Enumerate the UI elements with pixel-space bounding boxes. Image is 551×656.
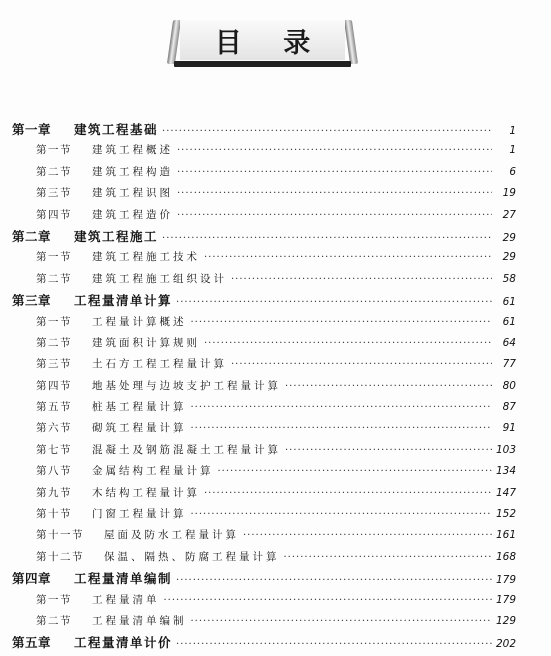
entry-title: 建筑工程基础 bbox=[74, 122, 159, 137]
entry-page-number: 1 bbox=[509, 125, 516, 137]
entry-title: 砌筑工程量计算 bbox=[92, 422, 187, 435]
entry-title: 混凝土及钢筋混凝土工程量计算 bbox=[92, 443, 281, 456]
entry-page-number: 80 bbox=[502, 379, 516, 392]
entry-title: 屋面及防水工程量计算 bbox=[104, 529, 239, 542]
entry-page-number: 179 bbox=[495, 593, 516, 606]
entry-title: 工程量清单计算 bbox=[74, 293, 173, 309]
entry-number: 第十二节 bbox=[36, 550, 84, 563]
leader-dots bbox=[176, 634, 492, 655]
toc-section-entry[interactable] bbox=[12, 525, 516, 546]
toc-chapter-entry[interactable] bbox=[12, 226, 516, 247]
toc-section-entry[interactable] bbox=[12, 247, 516, 268]
entry-title: 建筑工程施工技术 bbox=[92, 251, 200, 264]
entry-page-number: 147 bbox=[495, 486, 516, 499]
leader-dots bbox=[285, 440, 492, 461]
entry-title: 建筑工程造价 bbox=[92, 208, 173, 221]
leader-dots bbox=[177, 205, 492, 226]
entry-title: 建筑工程识图 bbox=[92, 187, 173, 200]
entry-number: 第一章 bbox=[12, 122, 52, 137]
leader-dots bbox=[285, 376, 492, 397]
entry-page-number: 29 bbox=[502, 251, 516, 264]
entry-title: 门窗工程量计算 bbox=[92, 508, 187, 521]
toc-chapter-entry[interactable] bbox=[12, 119, 516, 140]
entry-number: 第一节 bbox=[36, 593, 72, 606]
toc-section-entry[interactable] bbox=[12, 183, 516, 204]
entry-number: 第四章 bbox=[12, 571, 52, 587]
toc-section-entry[interactable] bbox=[12, 312, 516, 333]
entry-title: 建筑工程施工组织设计 bbox=[92, 272, 227, 285]
entry-title: 工程量清单 bbox=[92, 593, 160, 606]
entry-number: 第二节 bbox=[36, 272, 72, 285]
entry-title: 保温、隔热、防腐工程量计算 bbox=[104, 550, 280, 563]
entry-title: 建筑工程概述 bbox=[92, 144, 173, 157]
leader-dots bbox=[191, 418, 493, 439]
leader-dots bbox=[231, 354, 492, 375]
entry-page-number: 61 bbox=[502, 315, 516, 328]
toc-section-entry[interactable] bbox=[12, 269, 516, 290]
entry-page-number: 29 bbox=[502, 231, 516, 244]
leader-dots bbox=[177, 140, 492, 161]
toc-section-entry[interactable] bbox=[12, 418, 516, 439]
entry-number: 第十一节 bbox=[36, 529, 84, 542]
entry-title: 建筑工程构造 bbox=[92, 165, 173, 178]
entry-page-number: 58 bbox=[502, 272, 516, 285]
toc-section-entry[interactable] bbox=[12, 354, 516, 375]
entry-number: 第三章 bbox=[12, 293, 52, 309]
entry-page-number: 103 bbox=[495, 443, 516, 456]
entry-page-number: 161 bbox=[495, 529, 516, 542]
entry-number: 第七节 bbox=[36, 443, 72, 456]
entry-page-number: 168 bbox=[495, 550, 516, 563]
leader-dots bbox=[204, 247, 492, 268]
table-of-contents bbox=[12, 119, 516, 654]
entry-title: 工程量清单编制 bbox=[92, 614, 187, 627]
banner-base-bar bbox=[174, 61, 351, 67]
toc-section-entry[interactable] bbox=[12, 547, 516, 568]
entry-title: 桩基工程量计算 bbox=[92, 401, 187, 414]
toc-section-entry[interactable] bbox=[12, 611, 516, 632]
entry-page-number: 152 bbox=[495, 508, 516, 521]
entry-number: 第四节 bbox=[36, 208, 72, 221]
entry-page-number: 129 bbox=[495, 614, 516, 627]
entry-title: 地基处理与边坡支护工程量计算 bbox=[92, 379, 281, 392]
leader-dots bbox=[191, 312, 493, 333]
leader-dots bbox=[164, 590, 492, 611]
entry-page-number: 202 bbox=[495, 638, 516, 651]
entry-number: 第六节 bbox=[36, 422, 72, 435]
toc-section-entry[interactable] bbox=[12, 590, 516, 611]
entry-number: 第三节 bbox=[36, 358, 72, 371]
entry-title: 木结构工程量计算 bbox=[92, 486, 200, 499]
entry-number: 第三节 bbox=[36, 187, 72, 200]
leader-dots bbox=[218, 461, 492, 482]
leader-dots bbox=[162, 228, 492, 249]
toc-chapter-entry[interactable] bbox=[12, 632, 516, 653]
entry-title: 金属结构工程量计算 bbox=[92, 465, 214, 478]
entry-page-number: 179 bbox=[495, 574, 516, 587]
toc-section-entry[interactable] bbox=[12, 162, 516, 183]
entry-number: 第八节 bbox=[36, 465, 72, 478]
toc-section-entry[interactable] bbox=[12, 483, 516, 504]
toc-section-entry[interactable] bbox=[12, 397, 516, 418]
toc-section-entry[interactable] bbox=[12, 440, 516, 461]
leader-dots bbox=[284, 547, 492, 568]
entry-number: 第二节 bbox=[36, 614, 72, 627]
entry-title: 工程量计算概述 bbox=[92, 315, 187, 328]
leader-dots bbox=[176, 292, 492, 313]
entry-page-number: 1 bbox=[509, 144, 516, 157]
entry-title: 工程量清单编制 bbox=[74, 571, 173, 587]
leader-dots bbox=[191, 611, 492, 632]
entry-title: 工程量清单计价 bbox=[74, 635, 173, 651]
toc-section-entry[interactable] bbox=[12, 333, 516, 354]
entry-number: 第一节 bbox=[36, 251, 72, 264]
toc-chapter-entry[interactable] bbox=[12, 290, 516, 311]
banner-left-post bbox=[167, 20, 181, 64]
toc-chapter-entry[interactable] bbox=[12, 568, 516, 589]
entry-number: 第二章 bbox=[12, 228, 52, 244]
leader-dots bbox=[243, 525, 492, 546]
entry-page-number: 19 bbox=[502, 187, 516, 200]
entry-number: 第二节 bbox=[36, 165, 72, 178]
entry-title: 土石方工程工程量计算 bbox=[92, 358, 227, 371]
leader-dots bbox=[191, 397, 493, 418]
entry-page-number: 27 bbox=[502, 208, 516, 221]
leader-dots bbox=[162, 121, 492, 142]
leader-dots bbox=[177, 162, 492, 183]
entry-page-number: 87 bbox=[502, 401, 516, 414]
toc-section-entry[interactable] bbox=[12, 504, 516, 525]
toc-section-entry[interactable] bbox=[12, 205, 516, 226]
entry-number: 第二节 bbox=[36, 336, 72, 349]
toc-section-entry[interactable] bbox=[12, 140, 516, 161]
entry-title: 建筑面积计算规则 bbox=[92, 336, 200, 349]
entry-page-number: 91 bbox=[502, 422, 516, 435]
entry-page-number: 61 bbox=[502, 296, 516, 309]
leader-dots bbox=[231, 269, 492, 290]
entry-number: 第十节 bbox=[36, 508, 72, 521]
entry-number: 第五章 bbox=[12, 635, 52, 651]
leader-dots bbox=[204, 333, 492, 354]
leader-dots bbox=[177, 183, 492, 204]
entry-number: 第四节 bbox=[36, 379, 72, 392]
entry-number: 第一节 bbox=[36, 315, 72, 328]
banner-plate bbox=[180, 20, 345, 60]
banner-right-post bbox=[344, 20, 358, 64]
leader-dots bbox=[191, 504, 492, 525]
entry-page-number: 6 bbox=[509, 165, 516, 178]
entry-page-number: 64 bbox=[502, 336, 516, 349]
entry-page-number: 134 bbox=[495, 465, 516, 478]
toc-heading: 目 录 bbox=[214, 27, 327, 59]
entry-number: 第九节 bbox=[36, 486, 72, 499]
entry-title: 建筑工程施工 bbox=[74, 228, 159, 244]
entry-page-number: 77 bbox=[502, 358, 516, 371]
entry-number: 第五节 bbox=[36, 401, 72, 414]
title-banner bbox=[170, 16, 355, 68]
leader-dots bbox=[176, 570, 492, 591]
entry-number: 第一节 bbox=[36, 144, 72, 157]
leader-dots bbox=[204, 483, 492, 504]
toc-section-entry[interactable] bbox=[12, 461, 516, 482]
toc-section-entry[interactable] bbox=[12, 376, 516, 397]
